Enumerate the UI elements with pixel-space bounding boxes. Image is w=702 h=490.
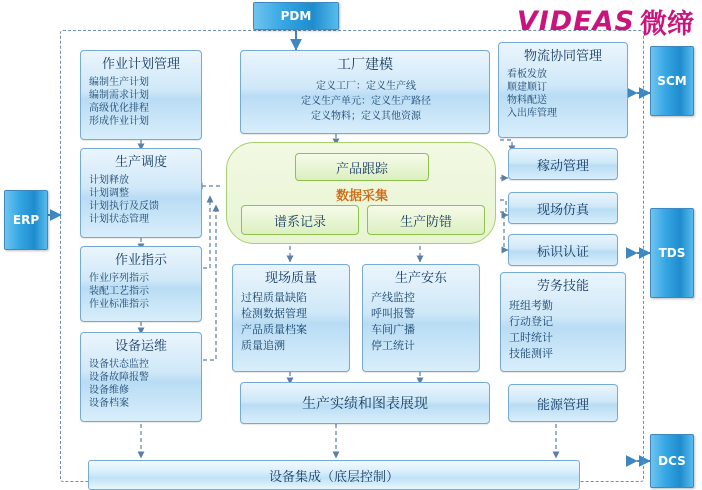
node-erp-label: ERP [12,213,40,227]
box-andon-title: 生产安东 [394,271,447,286]
core-panel [226,142,496,244]
box-equipment-integration[interactable] [88,460,580,490]
box-field-quality-lines [239,290,343,354]
box-factory-modeling-title: 工厂建模 [337,57,393,73]
box-andon[interactable] [362,264,480,372]
node-tds-label: TDS [658,246,686,260]
box-energy-management-title: 能源管理 [536,397,589,413]
line-item: 过程质量缺陷 [241,291,307,304]
box-work-instruction-lines [87,272,195,311]
node-tds[interactable] [650,208,694,298]
line-item: 班组考勤 [509,299,553,312]
node-pdm[interactable] [253,2,339,30]
box-factory-modeling-lines [247,79,483,124]
line-item: 技能测评 [509,347,553,360]
line-item: 停工统计 [371,339,415,352]
box-factory-modeling[interactable] [240,50,490,134]
box-production-scheduling[interactable] [80,148,202,238]
line-item: 计划状态管理 [89,214,149,225]
brand-chinese-text: 微缔 [640,9,694,40]
line-item: 计划执行及反馈 [89,201,159,212]
box-oee-management-title: 稼动管理 [536,158,589,174]
box-equipment-integration-label: 设备集成（底层控制） [268,469,399,485]
line-item: 设备故障报警 [89,372,149,383]
box-error-proofing-label: 生产防错 [399,214,452,230]
node-scm-label: SCM [657,74,687,88]
box-field-simulation-title: 现场仿真 [536,202,589,218]
line-item: 车间广播 [371,323,415,336]
box-labor-skill[interactable] [500,272,626,372]
box-field-quality[interactable] [232,264,350,372]
line-item: 形成作业计划 [89,116,149,127]
box-genealogy-record[interactable] [241,205,359,235]
line-item: 顺建顺订 [507,82,547,93]
line-item: 设备档案 [89,398,129,409]
line-item: 入出库管理 [507,108,557,119]
box-performance-charts-title: 生产实绩和图表展现 [302,396,428,412]
box-labor-skill-title: 劳务技能 [536,279,589,294]
box-equipment-om[interactable] [80,332,202,422]
box-logistics-collaboration-title: 物流协同管理 [523,49,602,64]
box-logistics-collaboration-lines [505,68,621,120]
line-item: 检测数据管理 [241,307,307,320]
line-item: 定义生产单元：定义生产路径 [301,96,431,107]
box-production-plan[interactable] [80,50,202,140]
line-item: 行动登记 [509,315,553,328]
line-item: 计划释放 [89,175,129,186]
box-logistics-collaboration[interactable] [498,42,628,138]
line-item: 产线监控 [371,291,415,304]
box-equipment-om-title: 设备运维 [114,339,167,354]
box-production-plan-title: 作业计划管理 [101,57,180,72]
line-item: 看板发放 [507,69,547,80]
box-production-scheduling-title: 生产调度 [114,155,167,170]
line-item: 作业序列指示 [89,273,149,284]
line-item: 作业标准指示 [89,299,149,310]
line-item: 设备状态监控 [89,359,149,370]
box-oee-management[interactable] [508,148,618,180]
box-labor-skill-lines [507,298,619,362]
node-erp[interactable] [4,190,48,250]
box-production-plan-lines [87,76,195,128]
box-andon-lines [369,290,473,354]
line-item: 设备维修 [89,385,129,396]
line-item: 装配工艺指示 [89,286,149,297]
box-work-instruction[interactable] [80,246,202,322]
label-data-collection-text: 数据采集 [335,189,388,204]
line-item: 质量追溯 [241,339,285,352]
line-item: 物料配送 [507,95,547,106]
line-item: 呼叫报警 [371,307,415,320]
box-equipment-om-lines [87,358,195,410]
node-scm[interactable] [650,46,694,116]
line-item: 定义工厂：定义生产线 [316,81,416,92]
line-item: 编制生产计划 [89,77,149,88]
box-genealogy-record-label: 谱系记录 [273,214,326,230]
line-item: 产品质量档案 [241,323,307,336]
box-production-scheduling-lines [87,174,195,226]
line-item: 计划调整 [89,188,129,199]
label-data-collection [302,185,422,203]
box-product-tracking[interactable] [295,153,429,181]
box-field-quality-title: 现场质量 [264,271,317,286]
box-error-proofing[interactable] [367,205,485,235]
box-product-tracking-label: 产品跟踪 [335,161,388,177]
line-item: 编制需求计划 [89,90,149,101]
node-dcs-label: DCS [658,454,686,468]
node-pdm-label: PDM [280,9,312,23]
box-field-simulation[interactable] [508,192,618,224]
box-performance-charts[interactable] [240,382,490,424]
box-identification-certification-title: 标识认证 [536,244,589,260]
line-item: 定义物料；定义其他资源 [311,111,421,122]
box-identification-certification[interactable] [508,234,618,266]
box-energy-management[interactable] [508,384,618,422]
line-item: 工时统计 [509,331,553,344]
box-work-instruction-title: 作业指示 [114,253,167,268]
line-item: 高级优化排程 [89,103,149,114]
brand-latin-text: VIDEAS [516,6,635,37]
node-dcs[interactable] [650,434,694,488]
